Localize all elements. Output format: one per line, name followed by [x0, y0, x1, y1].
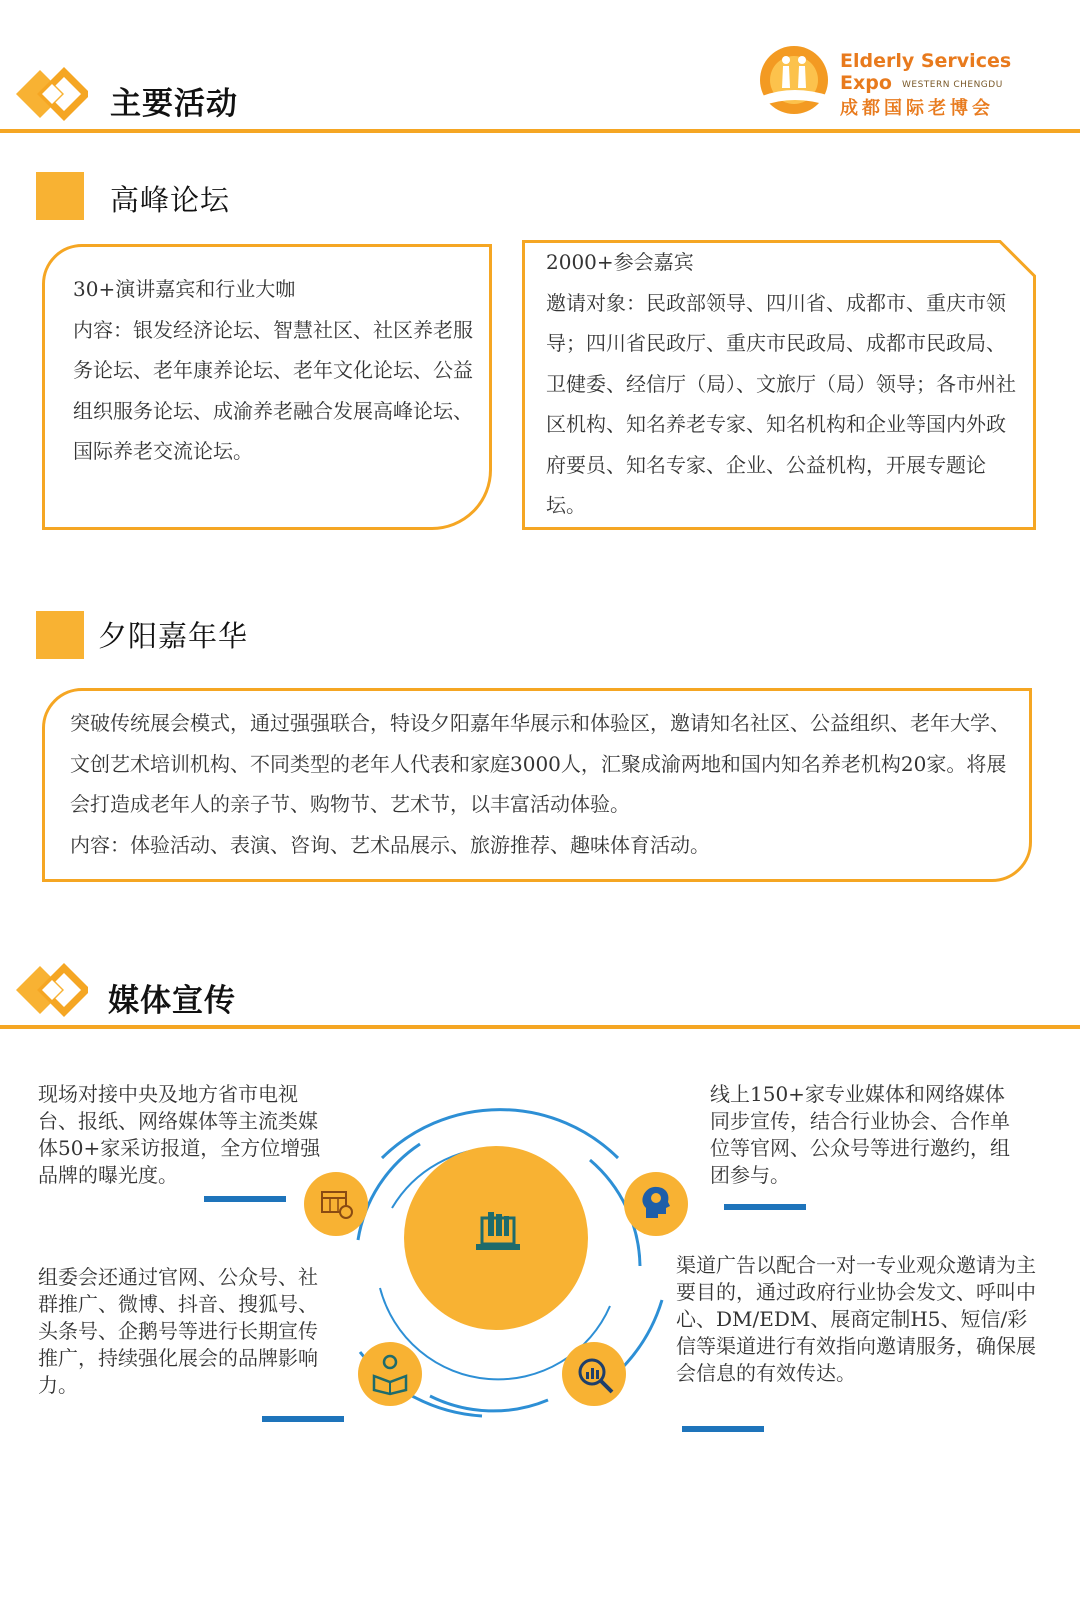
forum-speakers-box [42, 244, 492, 530]
logo-line1: Elderly Services [840, 50, 1012, 72]
accent-bar [204, 1196, 286, 1202]
books-laptop-icon [468, 1208, 528, 1268]
subsection-marker [36, 611, 84, 659]
media-top-right-text: 线上150+家专业媒体和网络媒体同步宣传，结合行业协会、合作单位等官网、公众号等进行邀约，组团参与。 [710, 1082, 1010, 1187]
section-divider [0, 129, 1080, 133]
diamond-icon [12, 962, 88, 1018]
forum-guests-content: 邀请对象：民政部领导、四川省、成都市、重庆市领导；四川省民政厅、重庆市民政局、成都市民政局、卫健委、经信厅（局）、文旅厅（局）领导；各市州社区机构、知名养老专家、知名机构和企业等国内外政府要员、知名专家、企业、公益机构，开展专题论坛。 [546, 290, 1016, 517]
logo-line2: Expo [840, 72, 892, 94]
logo-chinese: 成都国际老博会 [840, 98, 994, 119]
subsection-marker [36, 172, 84, 220]
carnival-box [42, 688, 1032, 882]
carnival-content: 内容：体验活动、表演、咨询、艺术品展示、旅游推荐、趣味体育活动。 [70, 832, 710, 857]
media-bottom-left-text: 组委会还通过官网、公众号、社群推广、微博、抖音、搜狐号、头条号、企鹅号等进行长期宣传推广，持续强化展会的品牌影响力。 [38, 1265, 318, 1397]
forum-speakers-content: 内容：银发经济论坛、智慧社区、社区养老服务论坛、老年康养论坛、老年文化论坛、公益组织服务论坛、成渝养老融合发展高峰论坛、国际养老交流论坛。 [73, 317, 473, 463]
carnival-paragraph: 突破传统展会模式，通过强强联合，特设夕阳嘉年华展示和体验区，邀请知名社区、公益组织、老年大学、文创艺术培训机构、不同类型的老年人代表和家庭3000人，汇聚成渝两地和国内知名养老机构20家。将展会打造成老年人的亲子节、购物节、艺术节，以丰富活动体验。 [70, 711, 1010, 816]
media-top-left-text: 现场对接中央及地方省市电视台、报纸、网络媒体等主流类媒体50+家采访报道，全方位增强品牌的曝光度。 [38, 1082, 321, 1187]
forum-guests-box [522, 240, 1036, 530]
carnival-title: 夕阳嘉年华 [98, 619, 249, 653]
media-bottom-right-text: 渠道广告以配合一对一专业观众邀请为主要目的，通过政府行业协会发文、呼叫中心、DM/EDM、展商定制H5、短信/彩信等渠道进行有效指向邀请服务，确保展会信息的有效传达。 [676, 1253, 1036, 1385]
chart-magnifier-icon [562, 1342, 626, 1406]
logo-emblem-icon [756, 44, 836, 114]
section-divider [0, 1025, 1080, 1029]
accent-bar [682, 1426, 764, 1432]
expo-logo [756, 44, 1046, 124]
forum-speakers-headline: 30+演讲嘉宾和行业大咖 [73, 277, 296, 301]
diamond-icon [12, 66, 88, 122]
forum-title: 高峰论坛 [110, 183, 231, 217]
section-title-activities: 主要活动 [110, 86, 238, 122]
accent-bar [262, 1416, 344, 1422]
forum-guests-headline: 2000+参会嘉宾 [546, 250, 694, 274]
section-title-media: 媒体宣传 [108, 983, 236, 1019]
reading-person-icon [358, 1342, 422, 1406]
lightbulb-head-icon [624, 1172, 688, 1236]
logo-line2-sub: WESTERN CHENGDU [902, 80, 1003, 90]
accent-bar [724, 1204, 806, 1210]
